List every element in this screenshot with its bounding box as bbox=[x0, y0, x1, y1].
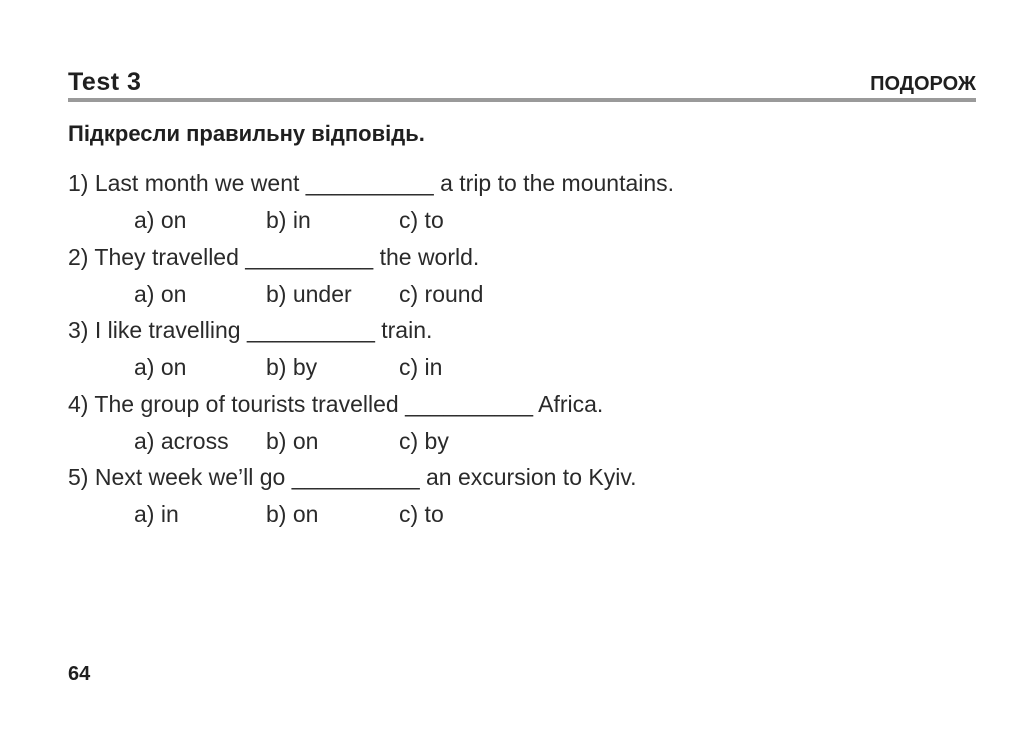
option-b[interactable]: b) under bbox=[266, 280, 352, 307]
option-b[interactable]: b) on bbox=[266, 501, 319, 527]
instruction-text: Підкресли правильну відповідь. bbox=[68, 121, 425, 146]
answer-options bbox=[68, 496, 668, 532]
option-c[interactable]: c) to bbox=[399, 501, 444, 527]
page-number: 64 bbox=[68, 663, 91, 685]
answer-options bbox=[68, 349, 668, 385]
test-title: Test 3 bbox=[68, 68, 142, 96]
question-list bbox=[68, 165, 968, 533]
option-c[interactable]: c) by bbox=[399, 427, 449, 454]
question-4 bbox=[68, 386, 968, 460]
question-text: 2) They travelled __________ the world. bbox=[68, 243, 480, 270]
question-text: 1) Last month we went __________ a trip to the mountains. bbox=[68, 170, 675, 196]
answer-options bbox=[68, 202, 668, 238]
option-b[interactable]: b) by bbox=[266, 354, 318, 380]
option-c[interactable]: c) in bbox=[399, 354, 443, 380]
option-c[interactable]: c) round bbox=[399, 280, 484, 307]
option-a[interactable]: a) in bbox=[134, 501, 179, 527]
question-3 bbox=[68, 312, 968, 386]
question-text: 4) The group of tourists travelled __________ Africa. bbox=[68, 390, 604, 417]
option-a[interactable]: a) on bbox=[134, 207, 187, 233]
option-b[interactable]: b) on bbox=[266, 427, 319, 454]
header-divider bbox=[68, 98, 976, 102]
question-1 bbox=[68, 165, 968, 239]
question-text: 3) I like travelling __________ train. bbox=[68, 317, 433, 343]
option-a[interactable]: a) across bbox=[134, 427, 229, 454]
option-c[interactable]: c) to bbox=[399, 207, 444, 233]
question-text: 5) Next week we’ll go __________ an excursion to Kyiv. bbox=[68, 464, 637, 490]
option-a[interactable]: a) on bbox=[134, 354, 187, 380]
option-a[interactable]: a) on bbox=[134, 280, 187, 307]
option-b[interactable]: b) in bbox=[266, 207, 311, 233]
answer-options bbox=[68, 276, 668, 312]
section-title: ПОДОРОЖ bbox=[870, 73, 976, 95]
answer-options bbox=[68, 423, 668, 459]
page-header bbox=[68, 66, 976, 102]
question-5 bbox=[68, 459, 968, 533]
question-2 bbox=[68, 239, 968, 313]
